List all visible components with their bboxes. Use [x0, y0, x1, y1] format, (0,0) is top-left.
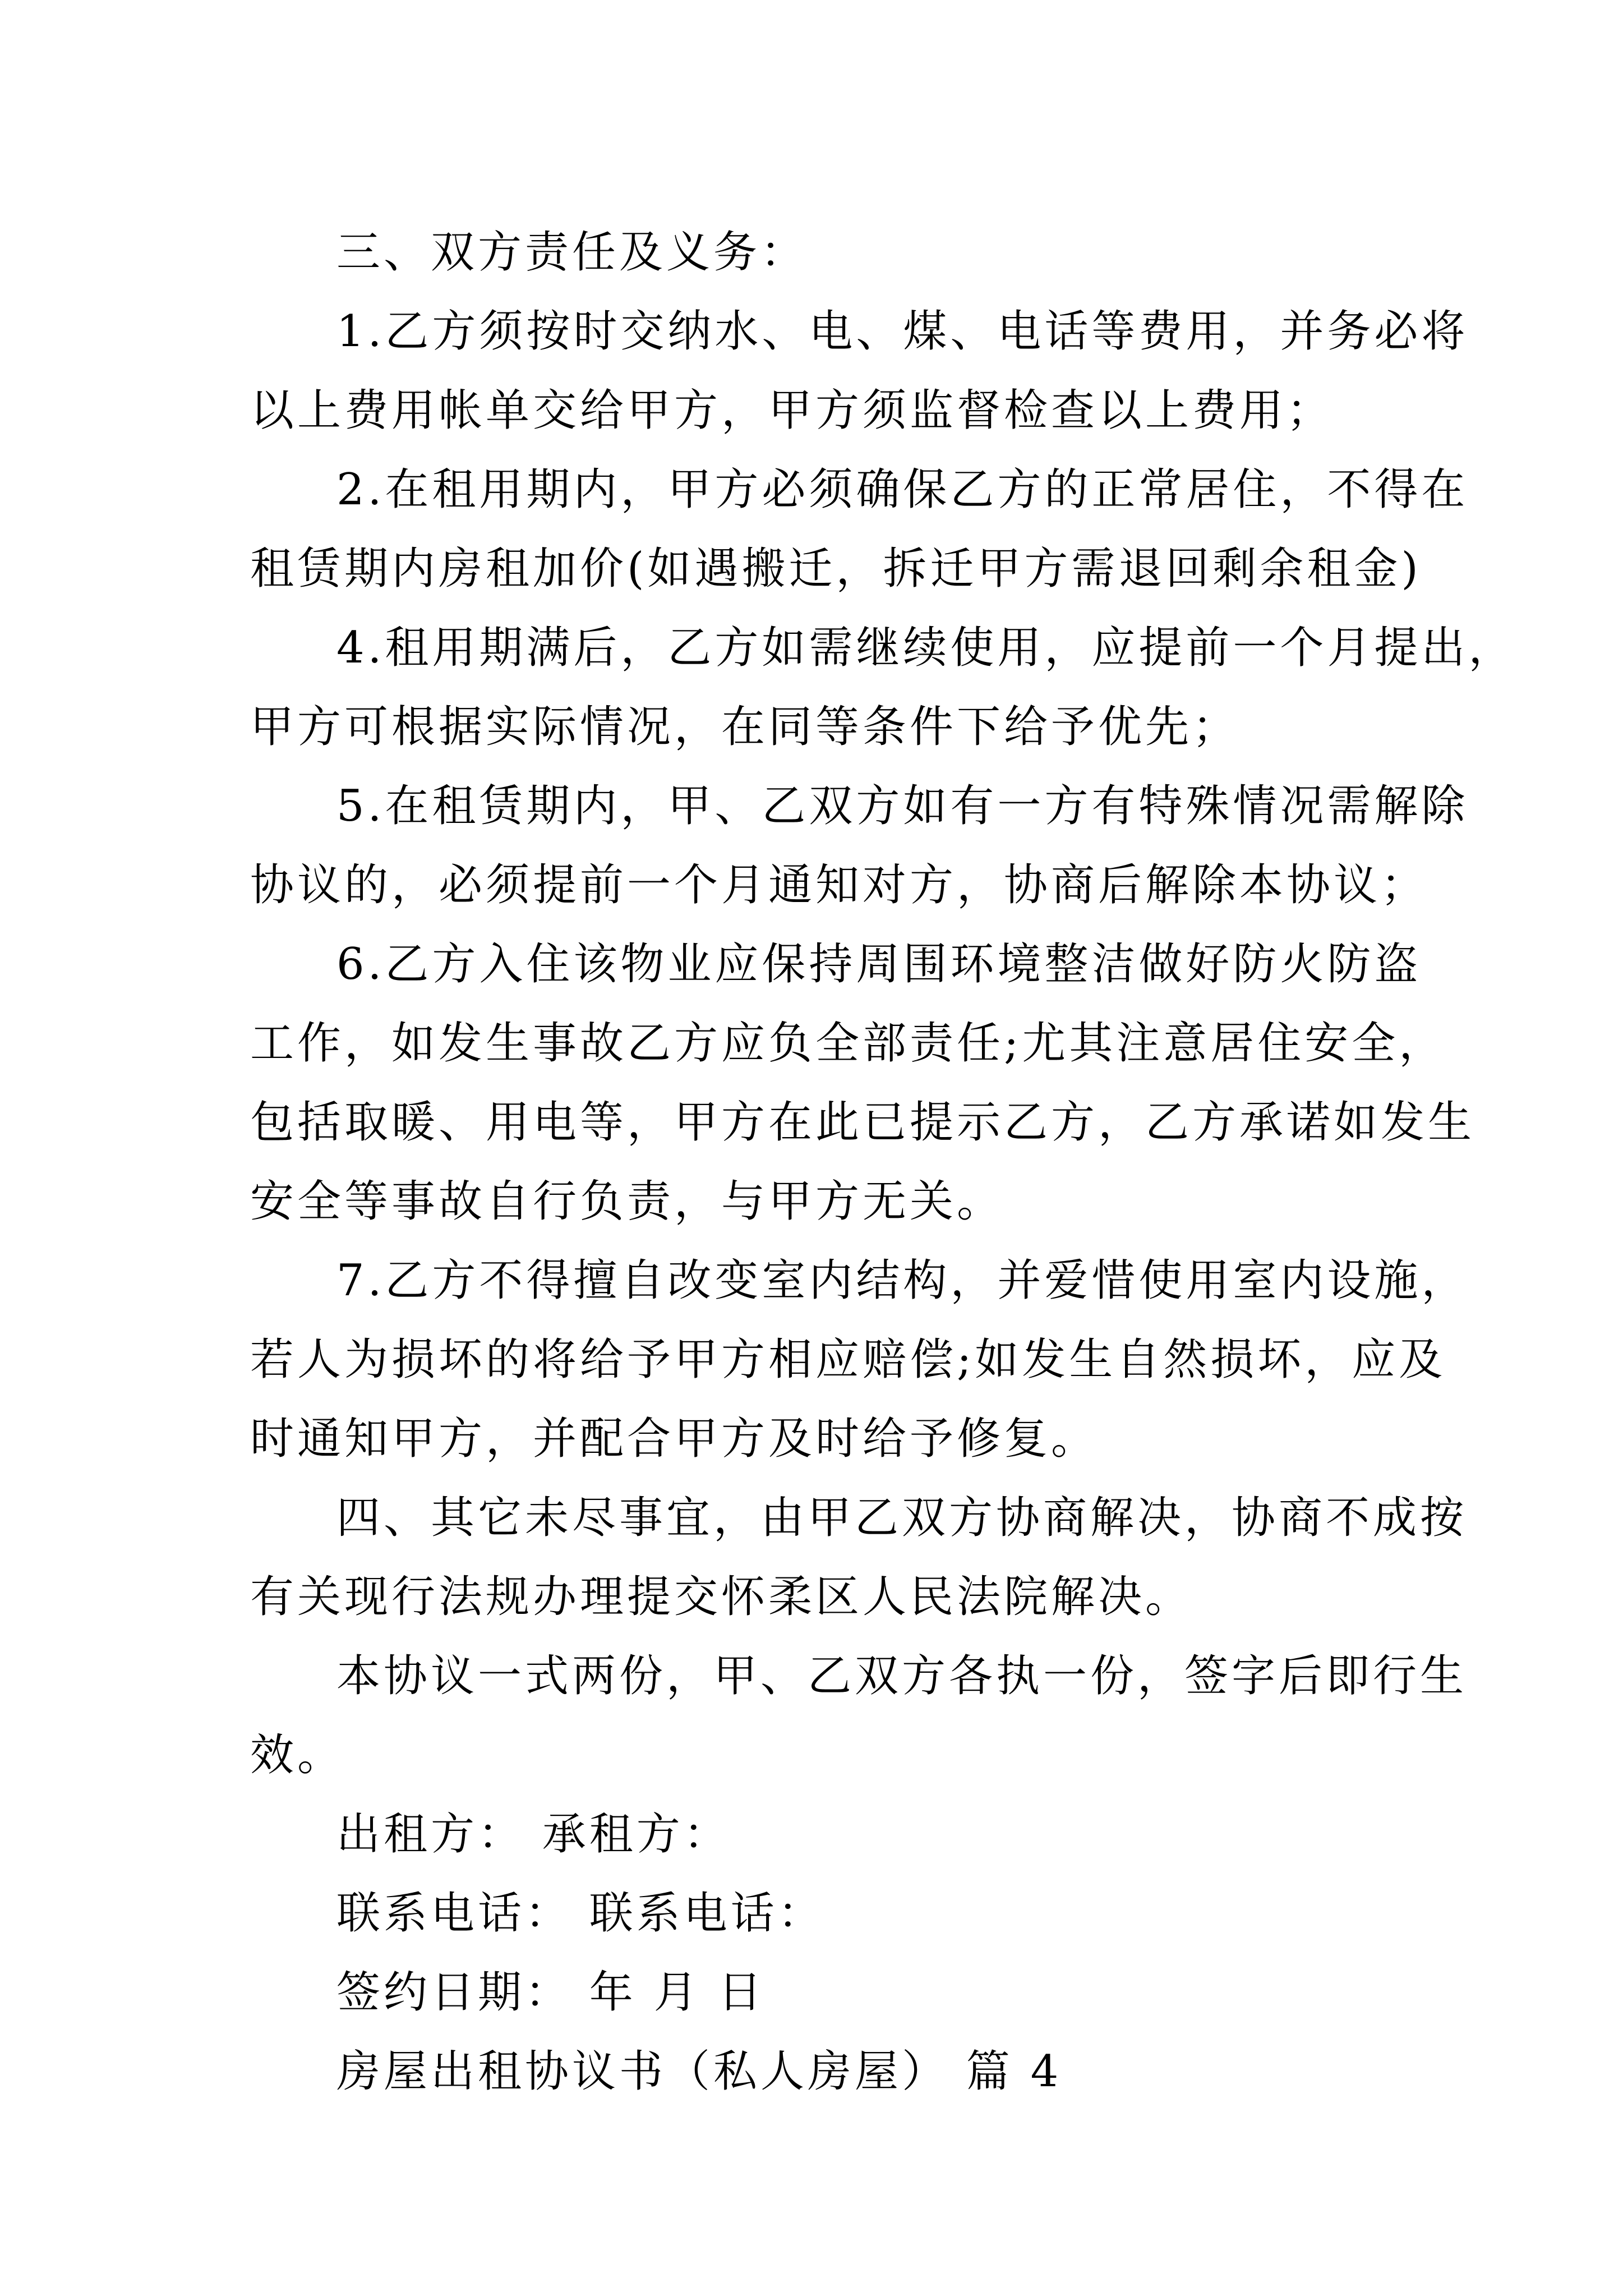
clause-6-line-1: 6.乙方入住该物业应保持周围环境整洁做好防火防盗	[336, 939, 1422, 990]
clause-5-line-2: 协议的，必须提前一个月通知对方，协商后解除本协议；	[250, 860, 1428, 910]
section-four-line-1: 四、其它未尽事宜，由甲乙双方协商解决，协商不成按	[336, 1493, 1468, 1543]
copies-statement-line-2: 效。	[250, 1730, 345, 1780]
copies-statement-line-1: 本协议一式两份，甲、乙双方各执一份，签字后即行生	[336, 1651, 1468, 1701]
clause-5-line-1: 5.在租赁期内，甲、乙双方如有一方有特殊情况需解除	[336, 781, 1469, 831]
signatory-parties: 出租方： 承租方：	[336, 1809, 731, 1860]
clause-6-line-3: 包括取暖、用电等，甲方在此已提示乙方，乙方承诺如发生	[250, 1097, 1476, 1148]
signing-date: 签约日期： 年 月 日	[336, 1967, 766, 2018]
clause-2-line-2: 租赁期内房租加价(如遇搬迁，拆迁甲方需退回剩余租金)	[250, 544, 1422, 594]
clause-4-line-2: 甲方可根据实际情况，在同等条件下给予优先；	[250, 702, 1240, 752]
clause-7-line-2: 若人为损坏的将给予甲方相应赔偿;如发生自然损坏，应及	[250, 1335, 1446, 1385]
clause-6-line-4: 安全等事故自行负责，与甲方无关。	[250, 1176, 1004, 1227]
document-body	[250, 213, 1516, 2111]
clause-7-line-1: 7.乙方不得擅自改变室内结构，并爱惜使用室内设施，	[336, 1255, 1469, 1306]
clause-6-line-2: 工作，如发生事故乙方应负全部责任;尤其注意居住安全，	[250, 1018, 1446, 1069]
clause-1-line-1: 1.乙方须按时交纳水、电、煤、电话等费用，并务必将	[336, 306, 1469, 357]
clause-1-line-2: 以上费用帐单交给甲方，甲方须监督检查以上费用；	[250, 385, 1334, 436]
section-four-line-2: 有关现行法规办理提交怀柔区人民法院解决。	[250, 1572, 1193, 1622]
clause-2-line-1: 2.在租用期内，甲方必须确保乙方的正常居住，不得在	[336, 464, 1469, 515]
clause-4-line-1: 4.租用期满后，乙方如需继续使用，应提前一个月提出，	[336, 623, 1516, 673]
clause-7-line-3: 时通知甲方，并配合甲方及时给予修复。	[250, 1414, 1099, 1464]
section-heading-responsibilities: 三、双方责任及义务：	[336, 227, 808, 278]
next-section-title: 房屋出租协议书（私人房屋） 篇 4	[336, 2046, 1062, 2097]
contact-phones: 联系电话： 联系电话：	[336, 1888, 825, 1939]
